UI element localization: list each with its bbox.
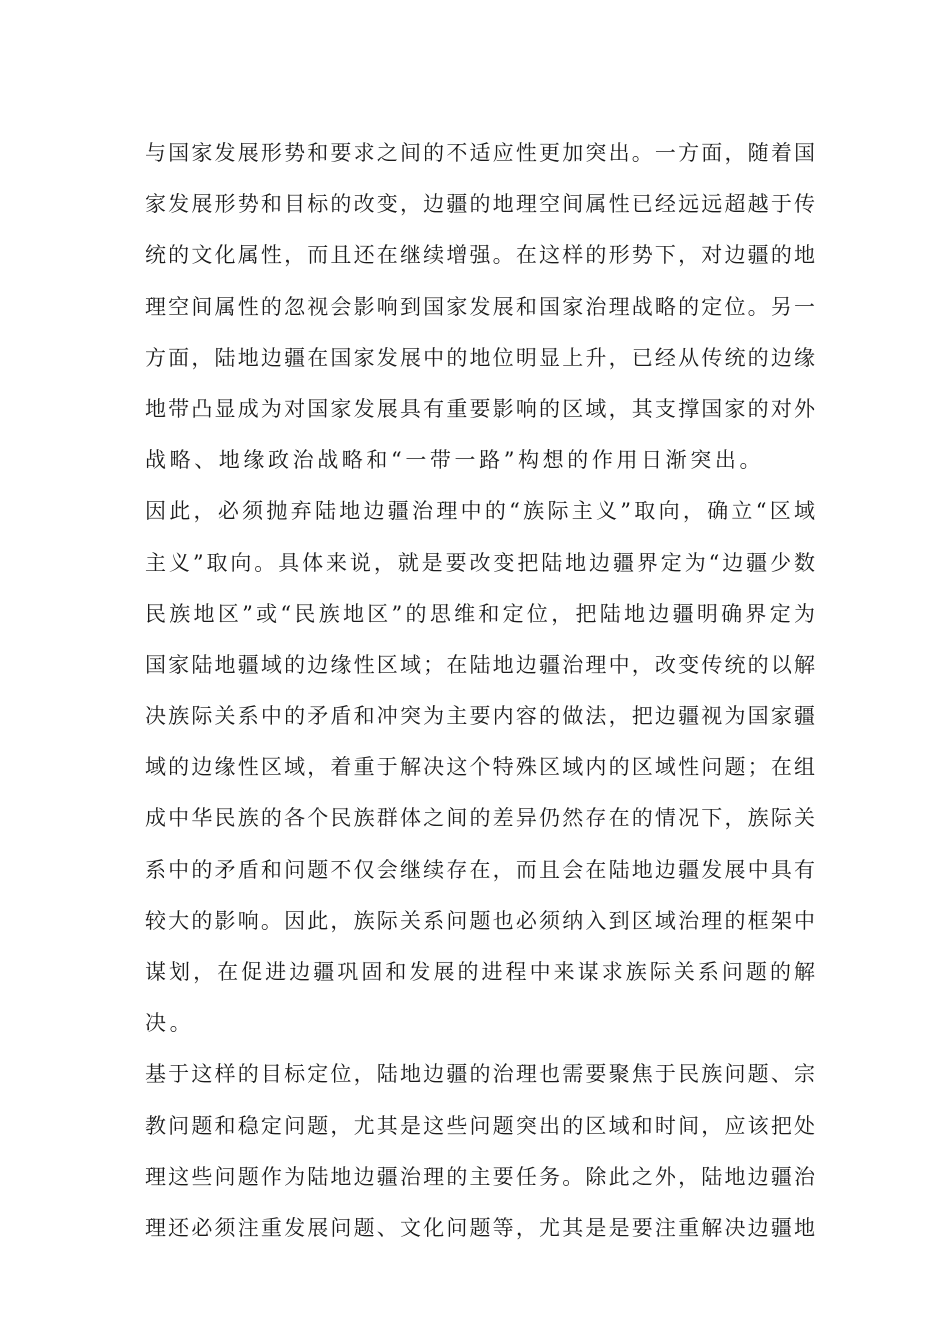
- text-line: 系中的矛盾和问题不仅会继续存在，而且会在陆地边疆发展中具有: [145, 857, 815, 882]
- text-line: 家发展形势和目标的改变，边疆的地理空间属性已经远远超越于传: [145, 192, 815, 217]
- body-text: [145, 128, 815, 1254]
- paragraph-1: [145, 128, 815, 486]
- text-line: 基于这样的目标定位，陆地边疆的治理也需要聚焦于民族问题、宗: [145, 1062, 815, 1087]
- text-line: 理空间属性的忽视会影响到国家发展和国家治理战略的定位。另一: [145, 294, 815, 319]
- text-line: 域的边缘性区域，着重于解决这个特殊区域内的区域性问题；在组: [145, 755, 815, 780]
- text-line: 成中华民族的各个民族群体之间的差异仍然存在的情况下，族际关: [145, 806, 815, 831]
- text-line: 较大的影响。因此，族际关系问题也必须纳入到区域治理的框架中: [145, 908, 815, 933]
- text-line: 统的文化属性，而且还在继续增强。在这样的形势下，对边疆的地: [145, 243, 815, 268]
- text-line: 理这些问题作为陆地边疆治理的主要任务。除此之外，陆地边疆治: [145, 1164, 815, 1189]
- text-line: 主义”取向。具体来说，就是要改变把陆地边疆界定为“边疆少数: [145, 550, 815, 575]
- text-line: 战略、地缘政治战略和“一带一路”构想的作用日渐突出。: [145, 448, 765, 473]
- text-line: 民族地区”或“民族地区”的思维和定位，把陆地边疆明确界定为: [145, 601, 815, 626]
- text-line: 谋划，在促进边疆巩固和发展的进程中来谋求族际关系问题的解: [145, 960, 815, 984]
- text-line: 教问题和稳定问题，尤其是这些问题突出的区域和时间，应该把处: [145, 1113, 815, 1138]
- text-line: 与国家发展形势和要求之间的不适应性更加突出。一方面，随着国: [145, 141, 815, 165]
- paragraph-3: [145, 1049, 815, 1254]
- text-line: 决族际关系中的矛盾和冲突为主要内容的做法，把边疆视为国家疆: [145, 704, 815, 729]
- text-line: 地带凸显成为对国家发展具有重要影响的区域，其支撑国家的对外: [145, 396, 815, 421]
- text-line: 因此，必须抛弃陆地边疆治理中的“族际主义”取向，确立“区域: [145, 499, 815, 524]
- text-line: 方面，陆地边疆在国家发展中的地位明显上升，已经从传统的边缘: [145, 345, 815, 370]
- paragraph-2: [145, 486, 815, 1049]
- text-line: 决。: [145, 1011, 195, 1036]
- text-line: 理还必须注重发展问题、文化问题等，尤其是是要注重解决边疆地: [145, 1215, 815, 1240]
- text-line: 国家陆地疆域的边缘性区域；在陆地边疆治理中，改变传统的以解: [145, 652, 815, 677]
